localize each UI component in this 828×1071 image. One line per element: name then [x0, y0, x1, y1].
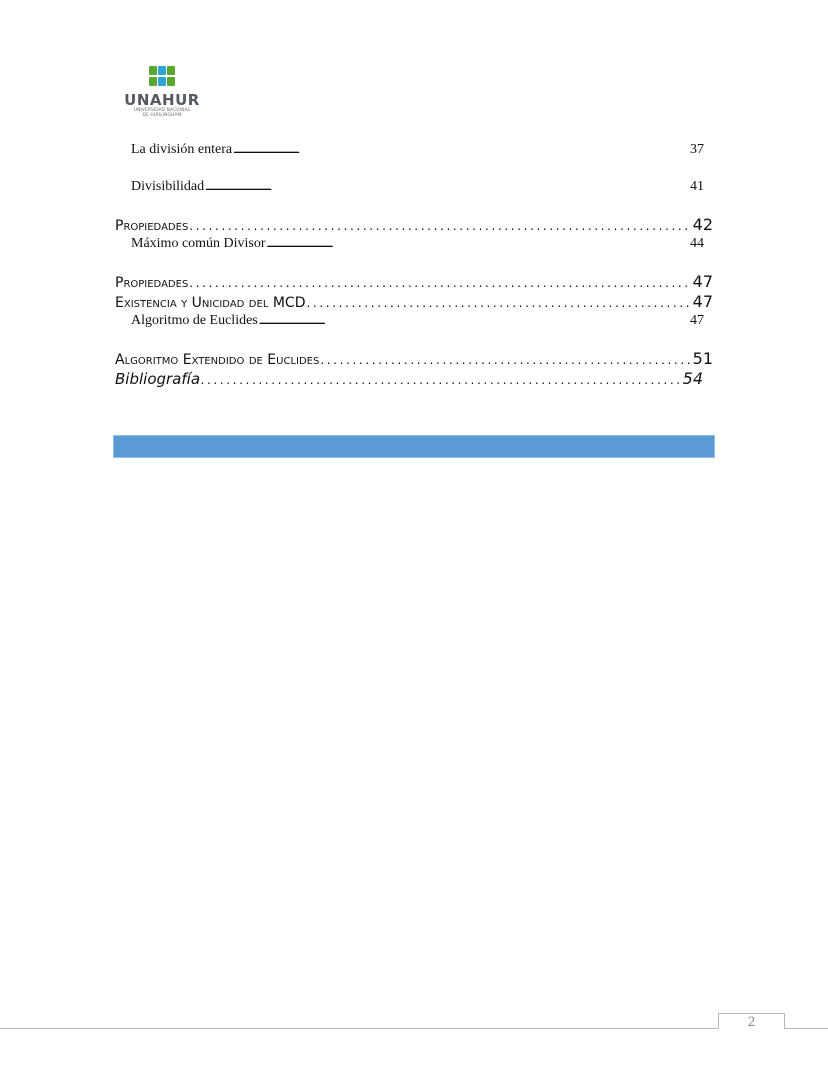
toc-entry-page: 54 [682, 369, 703, 388]
toc-entry-propiedades-47[interactable] [115, 272, 713, 291]
toc-entry-page: 41 [690, 179, 704, 194]
toc-entry-label: La división entera [131, 142, 233, 157]
toc-entry-label: Bibliografía [115, 370, 201, 388]
toc-entry-label: Divisibilidad [131, 179, 205, 194]
toc-dot-leader [205, 179, 689, 195]
page-number: 2 [747, 1014, 756, 1030]
unahur-logo-mark-icon [149, 66, 175, 88]
logo-subtitle-line1: UNIVERSIDAD NACIONAL [133, 108, 191, 113]
toc-dot-leader [320, 352, 691, 368]
logo-name: UNAHUR [124, 91, 200, 109]
toc-dot-leader [233, 142, 689, 158]
toc-entry-page: 44 [690, 236, 704, 251]
toc-entry-page: 42 [692, 215, 713, 234]
toc-entry-label: Existencia y Unicidad del MCD [115, 295, 306, 311]
toc-entry-label: Algoritmo de Euclides [131, 313, 258, 328]
toc-entry-page: 47 [692, 292, 713, 311]
toc-entry-propiedades-42[interactable] [115, 215, 713, 234]
toc-dot-leader [259, 313, 689, 329]
footer-rule-right [784, 1028, 828, 1029]
toc-entry-algoritmo-euclides[interactable] [131, 313, 704, 329]
toc-dot-leader [267, 236, 689, 252]
footer-rule-left [0, 1028, 719, 1029]
toc-entry-label: Algoritmo Extendido de Euclides [115, 352, 320, 368]
toc-entry-page: 47 [692, 272, 713, 291]
toc-entry-algoritmo-extendido-euclides[interactable] [115, 349, 713, 368]
toc-dot-leader [306, 295, 691, 311]
toc-entry-label: Máximo común Divisor [131, 236, 266, 251]
toc-dot-leader [189, 218, 691, 234]
toc-entry-bibliografia[interactable] [115, 369, 703, 388]
unahur-logo [120, 66, 204, 118]
toc-entry-divisibilidad[interactable] [131, 179, 704, 195]
toc-dot-leader [189, 275, 691, 291]
toc-entry-label: Propiedades [115, 218, 189, 234]
toc-entry-page: 47 [690, 313, 704, 328]
decorative-blue-bar [113, 435, 715, 458]
toc-entry-maximo-comun-divisor[interactable] [131, 236, 704, 252]
toc-entry-page: 51 [692, 349, 713, 368]
toc-dot-leader [201, 372, 682, 388]
toc-entry-label: Propiedades [115, 275, 189, 291]
toc-entry-existencia-unicidad-mcd[interactable] [115, 292, 713, 311]
toc-entry-page: 37 [690, 142, 704, 157]
toc-entry-division-entera[interactable] [131, 142, 704, 158]
logo-subtitle-line2: DE HURLINGHAM [142, 113, 182, 118]
